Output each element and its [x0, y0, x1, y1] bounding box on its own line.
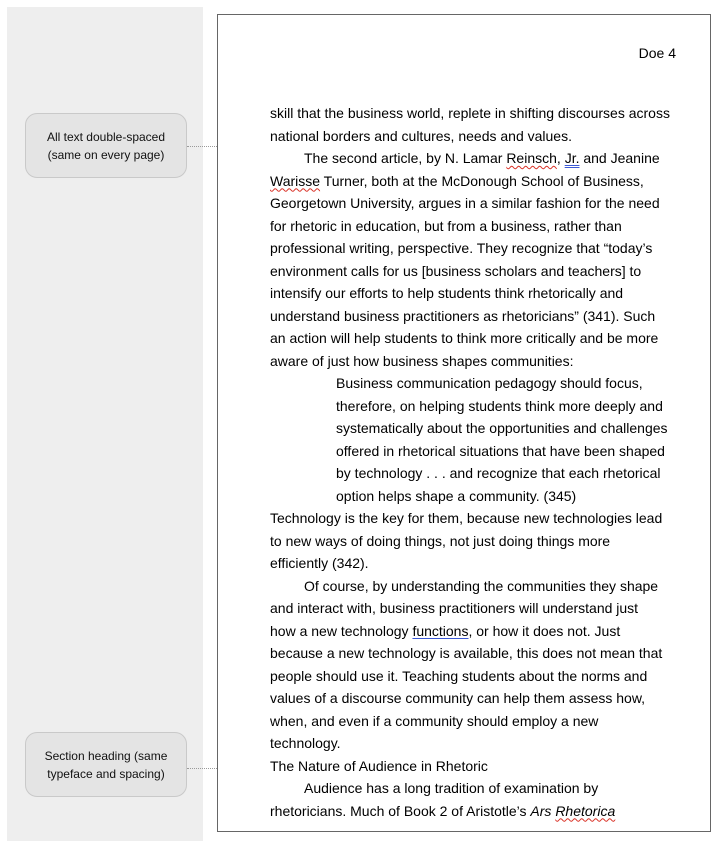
text-line: an action will help students to think more critically and be more — [270, 330, 659, 346]
text-run: , or how it does not. Just — [468, 622, 621, 639]
text-run: Ars — [530, 802, 556, 819]
block-quote-line: systematically about the opportunities and challenges — [336, 420, 668, 436]
block-quote-line: offered in rhetorical situations that have been shaped — [336, 442, 665, 459]
text-line: when, and even if a community should employ a new — [270, 712, 599, 729]
text-line: to new ways of doing things, not just doing things more — [270, 532, 611, 549]
text-line: understand business practitioners as rhetoricians” (341). Such — [270, 307, 656, 324]
text-line: efficiently (342). — [270, 555, 369, 571]
text-line: technology. — [270, 735, 341, 751]
paragraph-start-line: Audience has a long tradition of examination by — [304, 780, 599, 796]
running-head: Doe 4 — [638, 45, 676, 61]
text-line — [270, 170, 690, 193]
annotation-text: Section heading (same typeface and spacing) — [44, 748, 168, 781]
text-run: The second article, by N. Lamar — [304, 150, 507, 166]
text-line: environment calls for us [business scholars and teachers] to — [270, 262, 642, 279]
text-line: because a new technology is available, this does not mean that — [270, 645, 663, 661]
annotation-text: All text double-spaced (same on every page) — [46, 129, 166, 162]
block-quote-line: by technology . . . and recognize that each rhetorical — [336, 465, 661, 481]
paragraph-start-line — [270, 147, 690, 170]
text-line: for rhetoric in education, but from a business, rather than — [270, 217, 622, 234]
text-line: Technology is the key for them, because new technologies lead — [270, 510, 663, 526]
text-run: rhetoricians. Much of Book 2 of Aristotle’s — [270, 802, 531, 819]
text-run: how a new technology — [270, 622, 413, 639]
text-line: Georgetown University, argues in a similar fashion for the need — [270, 195, 660, 211]
text-line: professional writing, perspective. They recognize that “today’s — [270, 240, 653, 256]
text-line: intensify our efforts to help students think rhetorically and — [270, 285, 624, 301]
spelling-flagged-word[interactable]: Rhetorica — [555, 802, 616, 819]
grammar-flagged-word[interactable]: Jr. — [564, 150, 580, 166]
text-run: and Jeanine — [579, 150, 660, 166]
section-heading: The Nature of Audience in Rhetoric — [270, 757, 488, 774]
document-page — [217, 14, 711, 832]
text-line — [270, 620, 690, 643]
spelling-flagged-word[interactable]: Reinsch — [506, 150, 557, 166]
block-quote-line: option helps shape a community. (345) — [336, 487, 577, 504]
text-line: and interact with, business practitioners will understand just — [270, 600, 639, 616]
text-line: national borders and cultures, needs and values. — [270, 127, 572, 144]
text-line — [270, 800, 690, 823]
paragraph-start-line: Of course, by understanding the communities they shape — [304, 577, 659, 594]
text-run: , — [556, 150, 565, 166]
text-line: values of a discourse community can help them assess how, — [270, 690, 646, 706]
text-line: people should use it. Teaching students about the norms and — [270, 667, 648, 684]
body-text[interactable] — [270, 102, 690, 822]
block-quote-line: Business communication pedagogy should focus, — [336, 375, 643, 391]
flagged-word-functions[interactable]: functions — [412, 622, 469, 639]
annotation-callout-heading[interactable] — [25, 732, 187, 797]
text-run: Turner, both at the McDonough School of Business, — [320, 172, 644, 189]
block-quote-line: therefore, on helping students think more deeply and — [336, 397, 663, 414]
spelling-flagged-word[interactable]: Warisse — [270, 172, 321, 189]
annotation-callout-spacing[interactable] — [25, 113, 187, 178]
text-line: skill that the business world, replete in shifting discourses across — [270, 105, 670, 121]
text-line: aware of just how business shapes communities: — [270, 352, 574, 369]
italic-title — [530, 803, 615, 819]
